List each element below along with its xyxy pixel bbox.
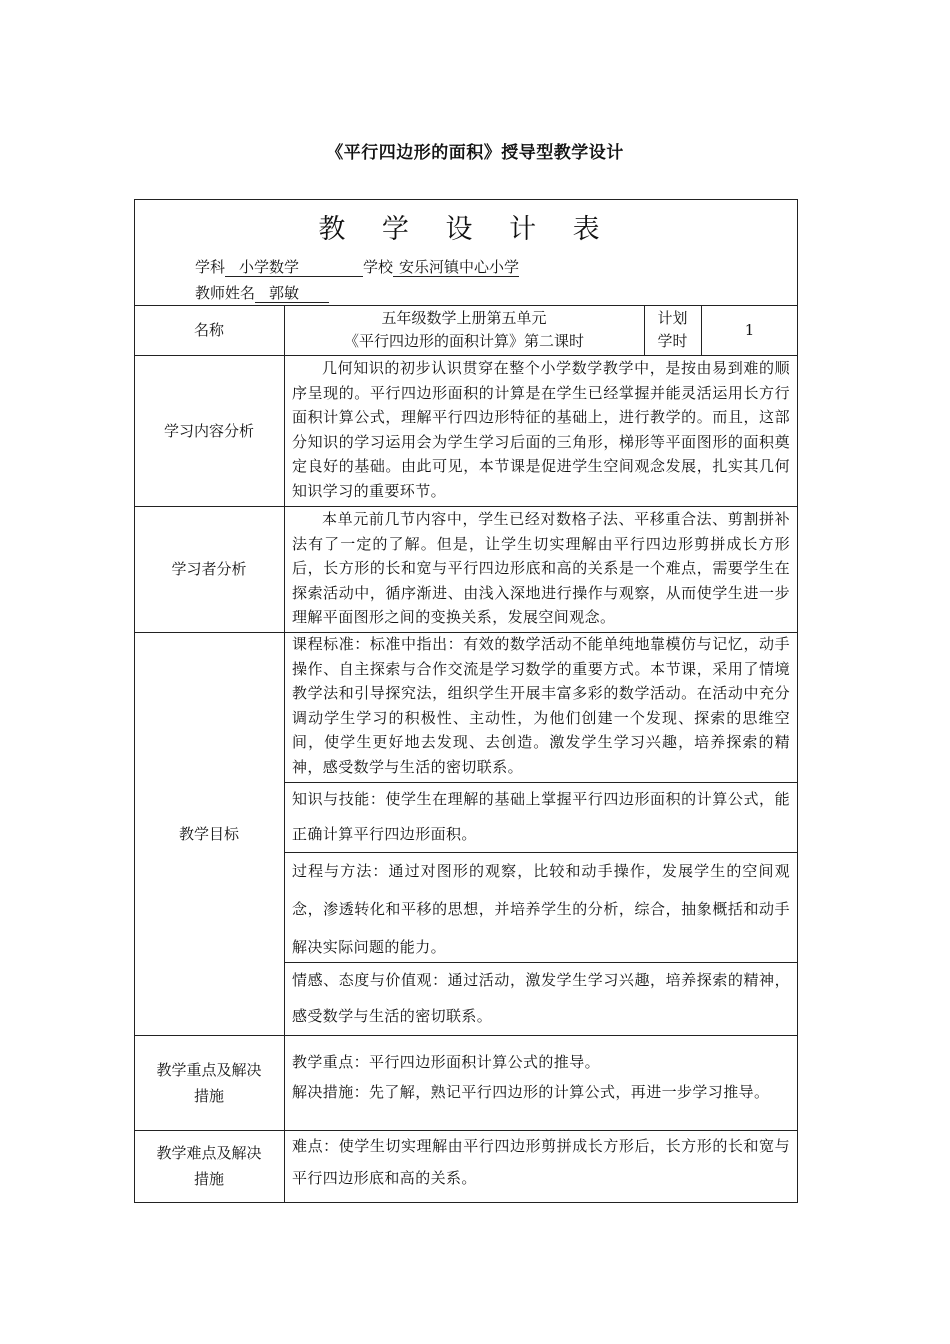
key-section (292, 1047, 790, 1107)
hours-label (644, 307, 701, 353)
teacher-line (195, 283, 329, 303)
content-label: 学习内容分析 (163, 421, 254, 440)
difficulty-label-line2: 措施 (193, 1170, 224, 1188)
subject-label: 学科 (195, 258, 226, 276)
school-value: 安乐河镇中心小学 (393, 258, 519, 277)
row-divider (134, 1035, 798, 1036)
key-label-line1: 教学重点及解决 (156, 1061, 262, 1079)
goal-emotion: 情感、态度与价值观：通过活动，激发学生学习兴趣，培养探索的精神，感受数学与生活的密切联系。 (292, 971, 790, 1025)
name-value (284, 307, 644, 353)
school-label: 学校 (363, 258, 394, 276)
goal-process: 过程与方法：通过对图形的观察，比较和动手操作，发展学生的空间观念，渗透转化和平移的思想，并培养学生的分析，综合，抽象概括和动手解决实际问题的能力。 (292, 862, 790, 956)
subject-school-line (195, 257, 519, 277)
goals-label: 教学目标 (178, 824, 239, 843)
content-text: 几何知识的初步认识贯穿在整个小学数学教学中，是按由易到难的顺序呈现的。平行四边形面积的计算是在学生已经掌握并能灵活运用长方行面积计算公式，理解平行四边形特征的基础上，进行教学的。而且，这部分知识的学习运用会为学生学习后面的三角形，梯形等平面图形的面积奠定良好的基础。由此可见，本节课是促进学生空间观念发展，扎实其几何知识学习的重要环节。 (292, 359, 790, 500)
key-measure: 解决措施：先了解，熟记平行四边形的计算公式，再进一步学习推导。 (292, 1083, 770, 1101)
difficulty-label (134, 1140, 284, 1192)
hours-value: 1 (744, 321, 755, 339)
learner-text: 本单元前几节内容中，学生已经对数格子法、平移重合法、剪割拼补法有了一定的了解。但是，让学生切实理解由平行四边形剪拼成长方形后，长方形的长和宽与平行四边形底和高的关系是一个难点，需要学生在探索活动中，循序渐进、由浅入深地进行操作与观察，从而使学生进一步理解平面图形之间的变换关系，发展空间观念。 (292, 510, 790, 626)
key-label (134, 1057, 284, 1109)
key-label-line2: 措施 (193, 1087, 224, 1105)
teacher-value: 郭敏 (255, 284, 329, 303)
hours-label-line1: 计划 (657, 309, 688, 327)
table-heading: 教 学 设 计 表 (318, 214, 614, 245)
name-value-line1: 五年级数学上册第五单元 (381, 309, 547, 327)
goal-standard: 课程标准：标准中指出：有效的数学活动不能单纯地靠模仿与记忆，动手操作、自主探索与合作交流是学习数学的重要方式。本节课，采用了情境教学法和引导探究法，组织学生开展丰富多彩的数学活动。在活动中充分调动学生学习的积极性、主动性，为他们创建一个发现、探索的思维空间，使学生更好地去发现、去创造。激发学生学习兴趣，培养探索的精神，感受数学与生活的密切联系。 (292, 635, 790, 776)
name-value-line2: 《平行四边形的面积计算》第二课时 (343, 332, 584, 350)
difficulty-text: 难点：使学生切实理解由平行四边形剪拼成长方形后，长方形的长和宽与平行四边形底和高的关系。 (292, 1137, 790, 1187)
column-divider (284, 305, 285, 1203)
teacher-label: 教师姓名 (195, 284, 256, 302)
key-point: 教学重点：平行四边形面积计算公式的推导。 (292, 1053, 601, 1071)
name-label: 名称 (193, 321, 224, 339)
goal-knowledge: 知识与技能：使学生在理解的基础上掌握平行四边形面积的计算公式，能正确计算平行四边形面积。 (292, 790, 790, 843)
document-title: 《平行四边形的面积》授导型教学设计 (326, 143, 624, 163)
difficulty-label-line1: 教学难点及解决 (156, 1144, 262, 1162)
learner-label: 学习者分析 (171, 560, 247, 578)
hours-label-line2: 学时 (657, 332, 688, 350)
subject-value: 小学数学 (225, 258, 363, 277)
